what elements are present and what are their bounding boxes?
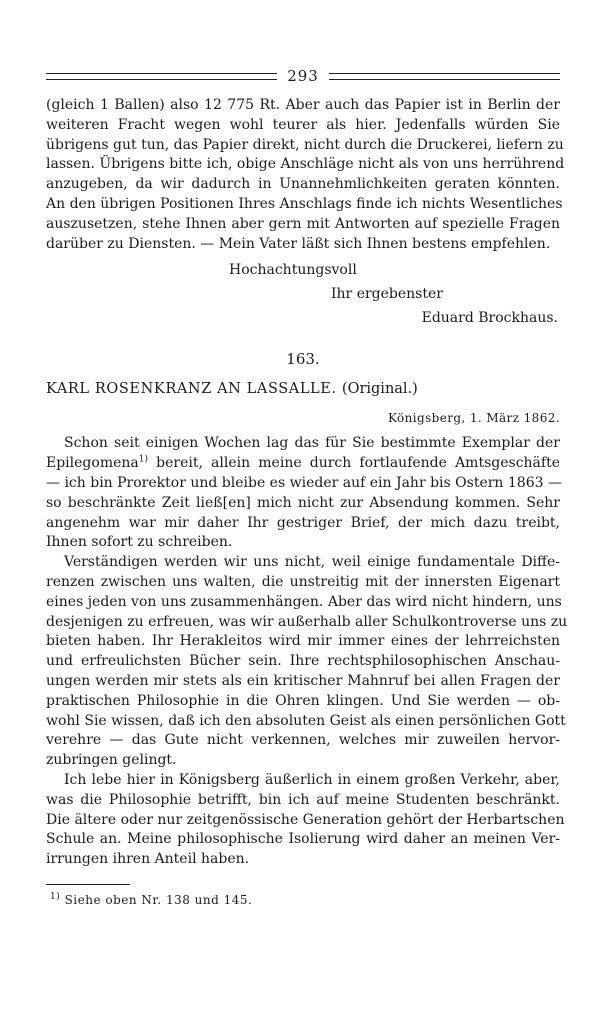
text-line: angenehm war mir daher Ihr gestriger Brief, der mich dazu treibt, — [46, 514, 560, 531]
text-line: desjenigen zu erfreuen, was wir außerhalb aller Schulkontroverse uns zu — [46, 613, 568, 630]
footnote-text: Siehe oben Nr. 138 und 145. — [60, 892, 253, 907]
footnote — [46, 893, 560, 907]
closing-greeting: Hochachtungsvoll — [229, 262, 357, 279]
footnote-divider — [46, 884, 130, 885]
text-line: zubringen gelingt. — [46, 752, 177, 769]
previous-letter-paragraph — [46, 96, 565, 254]
text-line: wohl Sie wissen, daß ich den absoluten Geist als einen persönlichen Gott — [46, 712, 566, 729]
letter-title: KARL ROSENKRANZ AN LASSALLE. — [46, 381, 337, 398]
text-line: Schule an. Meine philosophische Isolierung wird daher an meinen Ver- — [46, 831, 560, 848]
text-line: Schon seit einigen Wochen lag das für Sie bestimmte Exemplar der — [64, 435, 560, 452]
letter-paragraph-3 — [46, 771, 565, 870]
text-line: irrungen ihren Anteil haben. — [46, 851, 250, 868]
text-fragment: bereit, allein meine durch fortlaufende Amtsgeschäfte — [148, 455, 560, 472]
footnote-mark: 1) — [50, 891, 61, 902]
text-line: (gleich 1 Ballen) also 12 775 Rt. Aber auch das Papier ist in Berlin der — [46, 97, 560, 113]
text-line: praktischen Philosophie in die Ohren klingen. Und Sie werden — ob- — [46, 692, 560, 709]
text-line: eines jeden von uns zusammenhängen. Aber das wird nicht hindern, uns — [46, 593, 562, 610]
text-line: verehre — das Gute nicht verkennen, welches mir zuweilen hervor- — [46, 732, 560, 749]
letter-paragraph-2 — [46, 553, 568, 771]
text-line: auszusetzen, stehe Ihnen aber gern mit Antworten auf spezielle Fragen — [46, 215, 560, 232]
letter-dateline: Königsberg, 1. März 1862. — [387, 411, 560, 426]
text-line-with-footnote — [46, 454, 560, 474]
text-line: renzen zwischen uns walten, die unstreitig mit der innersten Eigenart — [46, 573, 560, 590]
closing-signature: Eduard Brockhaus. — [421, 310, 558, 327]
text-line: anzugeben, da wir dadurch in Unannehmlichkeiten geraten könnten. — [46, 176, 560, 193]
text-line: und erfreulichsten Bücher sein. Ihre rechtsphilosophischen Anschau- — [46, 653, 560, 670]
text-line: — ich bin Prorektor und bleibe es wieder auf ein Jahr bis Ostern 1863 — — [46, 474, 562, 491]
document-page — [46, 62, 568, 907]
text-line: ungen werden mir stets als ein kritischer Mahnruf bei allen Fragen der — [46, 672, 560, 689]
page-header — [46, 62, 560, 90]
letter-number: 163. — [286, 350, 320, 369]
text-line: darüber zu Diensten. — Mein Vater läßt sich Ihnen bestens empfehlen. — [46, 235, 551, 252]
text-line: Ich lebe hier in Königsberg äußerlich in einem großen Verkehr, aber, — [64, 771, 560, 788]
closing-valediction: Ihr ergebenster — [331, 286, 443, 303]
text-line: An den übrigen Positionen Ihres Anschlags finde ich nichts Wesentliches — [46, 195, 563, 212]
header-rule-left — [46, 73, 277, 80]
text-fragment: Epilegomena — [46, 455, 139, 472]
letter-source: (Original.) — [341, 381, 418, 398]
letter-heading — [46, 378, 560, 400]
page-number: 293 — [287, 67, 319, 85]
text-line: Die ältere oder nur zeitgenössische Generation gehört der Herbartschen — [46, 811, 565, 828]
text-line: Ihnen sofort zu schreiben. — [46, 534, 233, 551]
footnote-reference: 1) — [138, 454, 148, 465]
text-line: lassen. Übrigens bitte ich, obige Anschläge nicht als von uns herrührend — [46, 156, 565, 173]
letter-closing — [46, 258, 560, 330]
text-line: Verständigen werden wir uns nicht, weil einige fundamentale Diffe- — [64, 554, 560, 571]
text-line: so beschränkte Zeit ließ[en] mich nicht zur Absendung kommen. Sehr — [46, 494, 560, 511]
text-line: was die Philosophie betrifft, bin ich auf meine Studenten beschränkt. — [46, 791, 560, 808]
text-line: weiteren Fracht wegen wohl teurer als hier. Jedenfalls würden Sie — [46, 116, 560, 133]
letter-paragraph-1 — [46, 434, 560, 553]
header-rule-right — [329, 73, 560, 80]
text-line: übrigens gut tun, das Papier direkt, nicht durch die Druckerei, liefern zu — [46, 136, 564, 153]
text-line: bieten haben. Ihr Herakleitos wird mir immer eines der lehrreichsten — [46, 633, 560, 650]
